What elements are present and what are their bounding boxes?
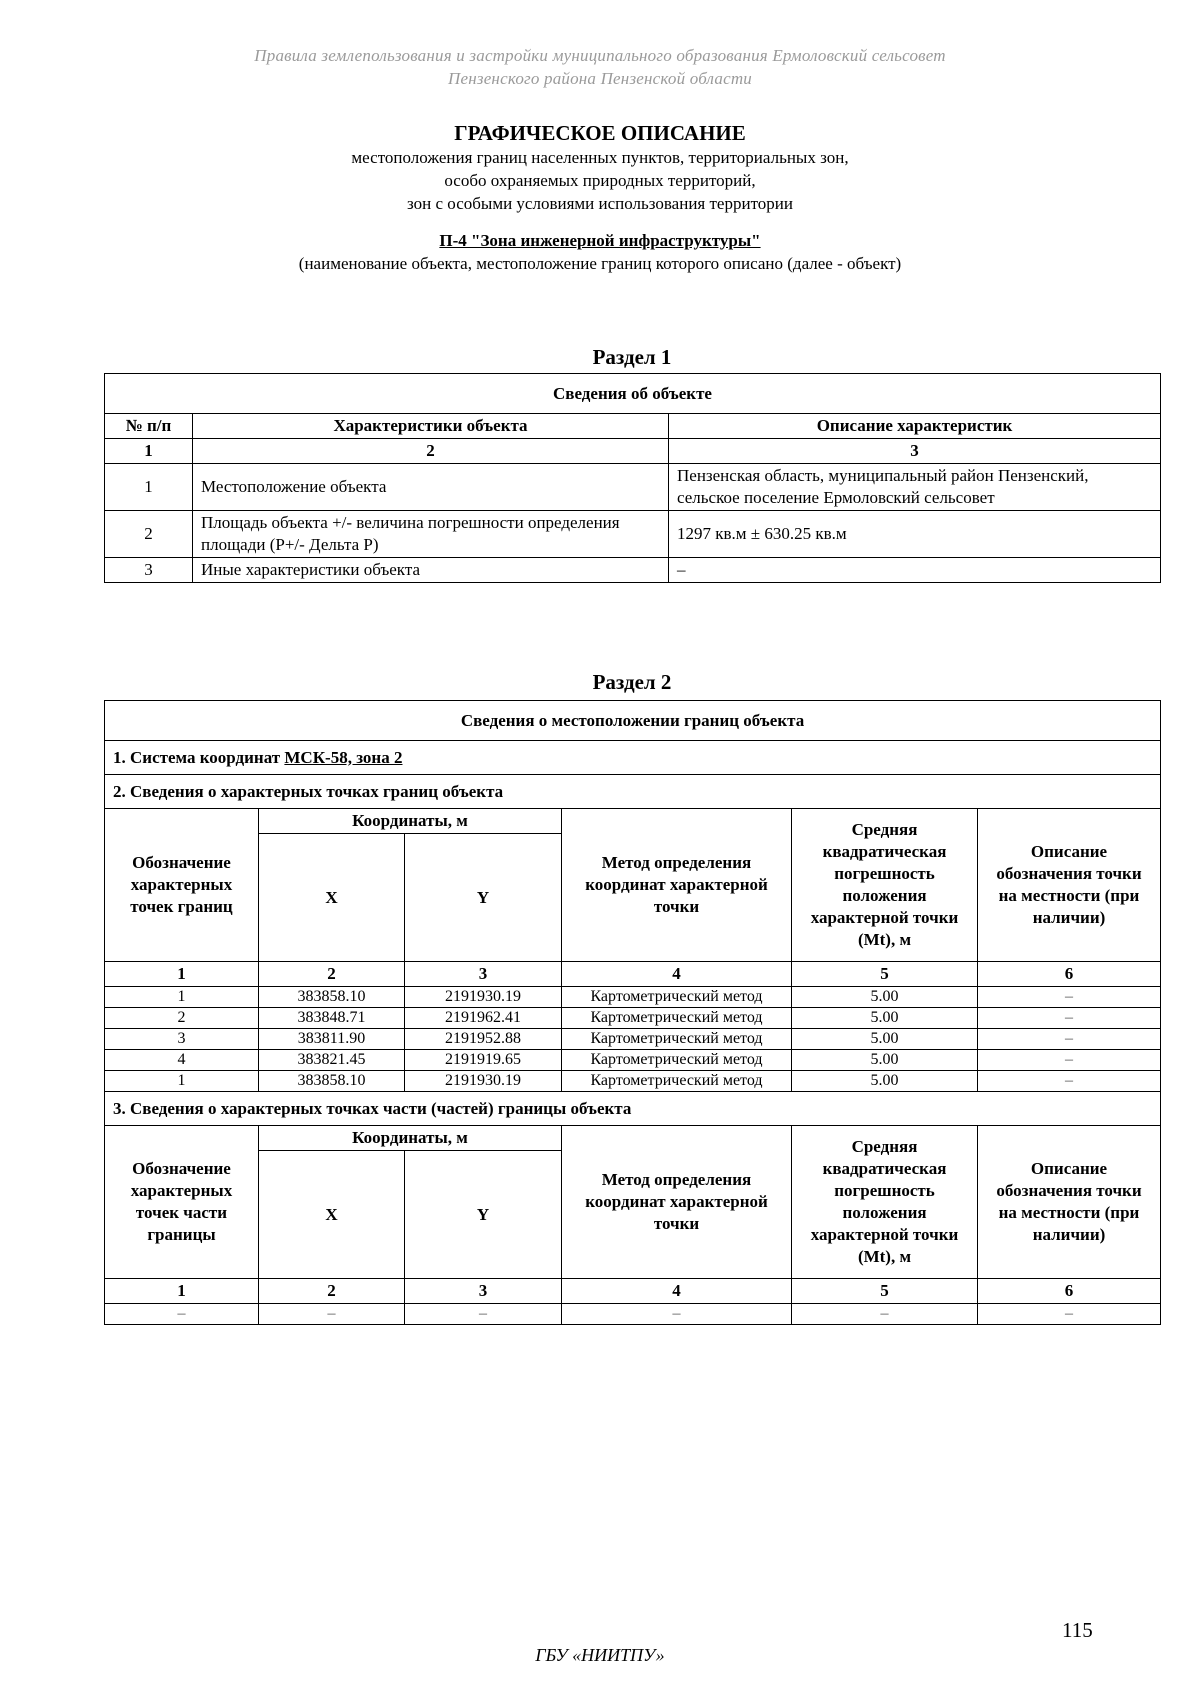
table-row: [105, 1050, 1161, 1071]
title-block: [150, 120, 1050, 275]
section2-table: [104, 700, 1161, 1325]
running-header: [150, 44, 1050, 90]
row-name: Иные характеристики объекта: [193, 558, 669, 583]
header-x: X: [259, 1151, 405, 1279]
point-error: 5.00: [792, 1050, 978, 1071]
point-y: 2191962.41: [405, 1008, 562, 1029]
part-point-method: –: [562, 1304, 792, 1325]
table-row: [105, 1304, 1161, 1325]
point-desc: –: [978, 1029, 1161, 1050]
section2-title: Раздел 2: [592, 670, 672, 694]
col-num: 2: [193, 439, 669, 464]
row-num: 3: [105, 558, 193, 583]
object-note: (наименование объекта, местоположение границ которого описано (далее - объект): [298, 254, 902, 273]
point-n: 4: [105, 1050, 259, 1071]
col-num: 1: [105, 1279, 259, 1304]
point-y: 2191930.19: [405, 987, 562, 1008]
header-method: Метод определения координат характерной точки: [562, 1126, 792, 1279]
coord-system: [105, 741, 1161, 775]
running-header-line2: Пензенского района Пензенской области: [448, 69, 752, 88]
header-error: Средняя квадратическая погрешность положения характерной точки (Mt), м: [792, 809, 978, 962]
header-designation-part: Обозначение характерных точек части границы: [105, 1126, 259, 1279]
point-error: 5.00: [792, 1029, 978, 1050]
header-point-description: Описание обозначения точки на местности (при наличии): [978, 1126, 1161, 1279]
point-desc: –: [978, 1050, 1161, 1071]
col-num: 3: [669, 439, 1161, 464]
point-x: 383821.45: [259, 1050, 405, 1071]
object-name: П-4 "Зона инженерной инфраструктуры": [439, 231, 761, 250]
point-method: Картометрический метод: [562, 1008, 792, 1029]
point-n: 1: [105, 987, 259, 1008]
point-n: 2: [105, 1008, 259, 1029]
header-num: № п/п: [105, 414, 193, 439]
point-method: Картометрический метод: [562, 987, 792, 1008]
header-y: Y: [405, 834, 562, 962]
row-name: Местоположение объекта: [193, 464, 669, 511]
col-num: 6: [978, 1279, 1161, 1304]
row-num: 1: [105, 464, 193, 511]
table-row: [105, 558, 1161, 583]
header-point-description: Описание обозначения точки на местности (при наличии): [978, 809, 1161, 962]
col-num: 3: [405, 1279, 562, 1304]
table-row: [105, 987, 1161, 1008]
point-x: 383858.10: [259, 987, 405, 1008]
document-title: ГРАФИЧЕСКОЕ ОПИСАНИЕ: [454, 121, 746, 145]
table-row: [105, 464, 1161, 511]
point-n: 3: [105, 1029, 259, 1050]
col-num: 5: [792, 1279, 978, 1304]
col-num: 2: [259, 962, 405, 987]
row-num: 2: [105, 511, 193, 558]
col-num: 1: [105, 439, 193, 464]
points-title: 2. Сведения о характерных точках границ объекта: [105, 775, 1161, 809]
point-error: 5.00: [792, 1008, 978, 1029]
point-method: Картометрический метод: [562, 1050, 792, 1071]
table-row: [105, 1008, 1161, 1029]
point-y: 2191930.19: [405, 1071, 562, 1092]
row-desc: Пензенская область, муниципальный район Пензенский, сельское поселение Ермоловский сельсовет: [669, 464, 1161, 511]
footer-organization: ГБУ «НИИТПУ»: [535, 1645, 665, 1665]
point-x: 383811.90: [259, 1029, 405, 1050]
row-desc: –: [669, 558, 1161, 583]
header-coords: Координаты, м: [259, 1126, 562, 1151]
header-coords: Координаты, м: [259, 809, 562, 834]
header-designation: Обозначение характерных точек границ: [105, 809, 259, 962]
point-desc: –: [978, 987, 1161, 1008]
point-n: 1: [105, 1071, 259, 1092]
section1-table: [104, 373, 1161, 583]
running-header-line1: Правила землепользования и застройки муниципального образования Ермоловский сельсовет: [254, 46, 946, 65]
col-num: 3: [405, 962, 562, 987]
section2-table-title: Сведения о местоположении границ объекта: [105, 701, 1161, 741]
parts-title: 3. Сведения о характерных точках части (частей) границы объекта: [105, 1092, 1161, 1126]
header-characteristics: Характеристики объекта: [193, 414, 669, 439]
table-row: [105, 1029, 1161, 1050]
point-error: 5.00: [792, 1071, 978, 1092]
point-method: Картометрический метод: [562, 1029, 792, 1050]
part-point-error: –: [792, 1304, 978, 1325]
section1-title: Раздел 1: [592, 345, 672, 369]
point-desc: –: [978, 1008, 1161, 1029]
header-y: Y: [405, 1151, 562, 1279]
header-method: Метод определения координат характерной точки: [562, 809, 792, 962]
header-x: X: [259, 834, 405, 962]
row-desc: 1297 кв.м ± 630.25 кв.м: [669, 511, 1161, 558]
point-y: 2191952.88: [405, 1029, 562, 1050]
point-method: Картометрический метод: [562, 1071, 792, 1092]
col-num: 4: [562, 1279, 792, 1304]
col-num: 1: [105, 962, 259, 987]
header-description: Описание характеристик: [669, 414, 1161, 439]
table-row: [105, 1071, 1161, 1092]
title-sub3: зон с особыми условиями использования территории: [407, 194, 793, 213]
col-num: 2: [259, 1279, 405, 1304]
section1-table-title: Сведения об объекте: [105, 374, 1161, 414]
title-sub2: особо охраняемых природных территорий,: [444, 171, 756, 190]
col-num: 4: [562, 962, 792, 987]
row-name: Площадь объекта +/- величина погрешности определения площади (Р+/- Дельта Р): [193, 511, 669, 558]
point-desc: –: [978, 1071, 1161, 1092]
header-error: Средняя квадратическая погрешность положения характерной точки (Mt), м: [792, 1126, 978, 1279]
col-num: 6: [978, 962, 1161, 987]
point-error: 5.00: [792, 987, 978, 1008]
page-number: 115: [1062, 1618, 1093, 1642]
point-x: 383848.71: [259, 1008, 405, 1029]
part-point-n: –: [105, 1304, 259, 1325]
table-row: [105, 511, 1161, 558]
part-point-y: –: [405, 1304, 562, 1325]
coord-system-label: 1. Система координат: [113, 747, 281, 767]
part-point-desc: –: [978, 1304, 1161, 1325]
point-x: 383858.10: [259, 1071, 405, 1092]
col-num: 5: [792, 962, 978, 987]
title-sub1: местоположения границ населенных пунктов, территориальных зон,: [351, 148, 849, 167]
point-y: 2191919.65: [405, 1050, 562, 1071]
part-point-x: –: [259, 1304, 405, 1325]
coord-system-value: МСК-58, зона 2: [284, 747, 403, 767]
